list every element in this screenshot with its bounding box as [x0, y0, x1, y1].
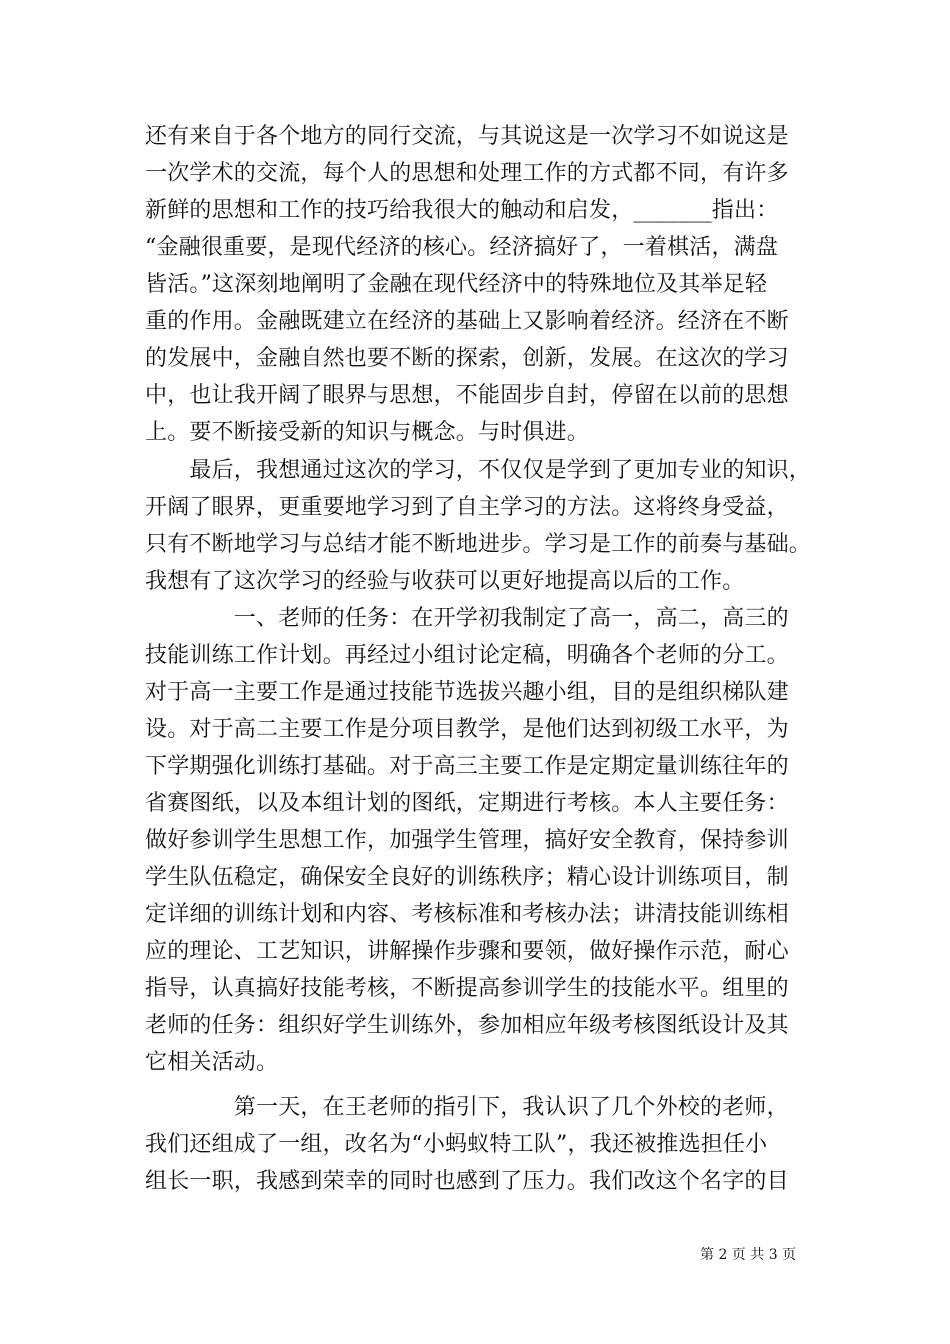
page-number-footer: 第 2 页 共 3 页 [700, 1247, 797, 1263]
text-line: 我们还组成了一组，改名为“小蚂蚁特工队”，我还被推选担任小 [145, 1132, 768, 1157]
text-line: 一、老师的任务：在开学初我制定了高一，高二，高三的 [145, 606, 789, 631]
text-line: 做好参训学生思想工作，加强学生管理，搞好安全教育，保持参训 [145, 828, 789, 853]
text-line: 省赛图纸，以及本组计划的图纸，定期进行考核。本人主要任务： [145, 791, 789, 816]
text-line: 还有来自于各个地方的同行交流，与其说这是一次学习不如说这是 [145, 124, 789, 149]
text-line: 只有不断地学习与总结才能不断地进步。学习是工作的前奏与基础。 [145, 532, 812, 557]
text-line: 设。对于高二主要工作是分项目教学，是他们达到初级工水平，为 [145, 717, 789, 742]
text-line: 中，也让我开阔了眼界与思想，不能固步自封，停留在以前的思想 [145, 383, 789, 408]
text-line: 一次学术的交流，每个人的思想和处理工作的方式都不同，有许多 [145, 161, 789, 186]
text-line: 应的理论、工艺知识，讲解操作步骤和要领，做好操作示范，耐心 [145, 939, 789, 964]
text-line: 对于高一主要工作是通过技能节选拔兴趣小组，目的是组织梯队建 [145, 680, 789, 705]
text-line: 它相关活动。 [145, 1050, 279, 1075]
text-line: 第一天，在王老师的指引下，我认识了几个外校的老师， [145, 1095, 789, 1120]
text-line: 的发展中，金融自然也要不断的探索，创新，发展。在这次的学习 [145, 346, 789, 371]
text-line: 开阔了眼界，更重要地学习到了自主学习的方法。这将终身受益， [145, 495, 789, 520]
text-line: 组长一职，我感到荣幸的同时也感到了压力。我们改这个名字的目 [145, 1169, 789, 1194]
text-line: 指导，认真搞好技能考核，不断提高参训学生的技能水平。组里的 [145, 976, 789, 1001]
text-line: 定详细的训练计划和内容、考核标准和考核办法；讲清技能训练相 [145, 902, 789, 927]
text-line: 技能训练工作计划。再经过小组讨论定稿，明确各个老师的分工。 [145, 643, 789, 668]
text-line: 我想有了这次学习的经验与收获可以更好地提高以后的工作。 [145, 569, 745, 594]
text-line: 新鲜的思想和工作的技巧给我很大的触动和启发，_______指出： [145, 198, 779, 223]
text-line: 学生队伍稳定，确保安全良好的训练秩序；精心设计训练项目，制 [145, 865, 789, 890]
text-line: 上。要不断接受新的知识与概念。与时俱进。 [145, 420, 590, 445]
text-line: 最后，我想通过这次的学习，不仅仅是学到了更加专业的知识， [145, 458, 812, 483]
text-line: 老师的任务：组织好学生训练外，参加相应年级考核图纸设计及其 [145, 1013, 789, 1038]
text-line: 皆活。”这深刻地阐明了金融在现代经济中的特殊地位及其举足轻 [145, 272, 768, 297]
text-line: 下学期强化训练打基础。对于高三主要工作是定期定量训练往年的 [145, 754, 789, 779]
text-line: 重的作用。金融既建立在经济的基础上又影响着经济。经济在不断 [145, 309, 789, 334]
text-line: “金融很重要，是现代经济的核心。经济搞好了，一着棋活，满盘 [145, 235, 779, 260]
